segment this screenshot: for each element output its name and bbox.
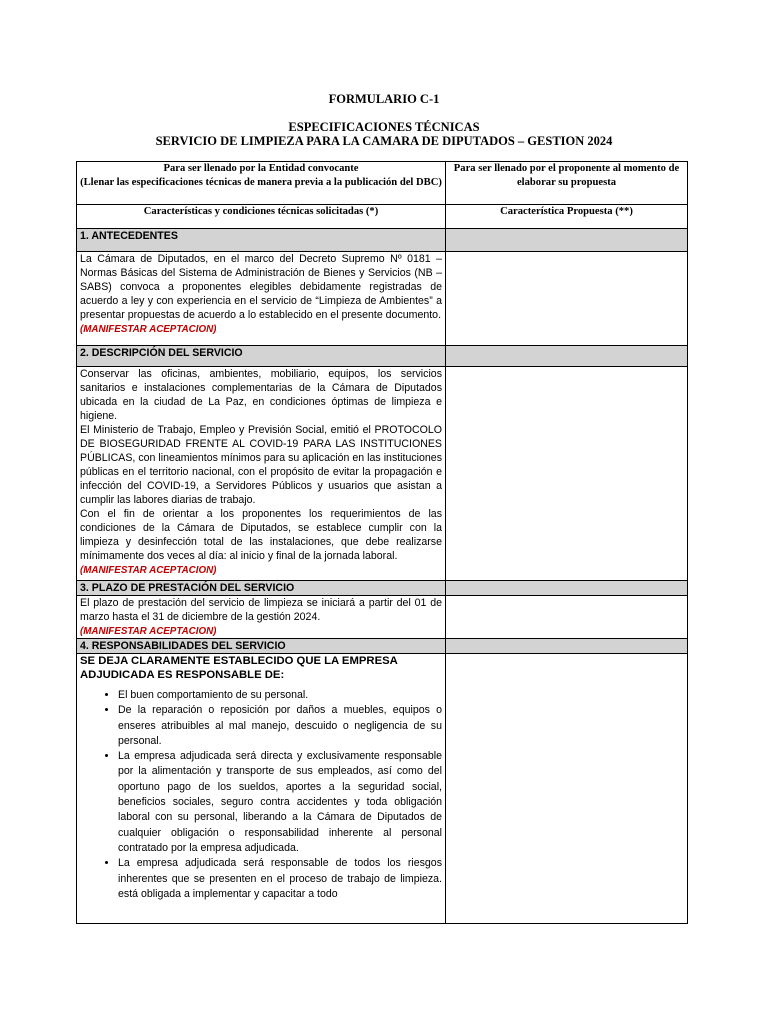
manifest-acceptance-note: (MANIFESTAR ACEPTACION) (80, 565, 217, 576)
responsibilities-intro: SE DEJA CLARAMENTE ESTABLECIDO QUE LA EMPRESA ADJUDICADA ES RESPONSABLE DE: (80, 655, 398, 681)
manifest-acceptance-note: (MANIFESTAR ACEPTACION) (80, 626, 217, 637)
list-item: • De la reparación o reposición por daños a muebles, equipos o enseres atribuibles al mal manejo, descuido o negligencia de su personal. (118, 703, 442, 749)
section-proposal-cell (446, 229, 688, 252)
section-paragraph: Con el fin de orientar a los proponentes los requerimientos de las condiciones de la Cámara de Diputados, se establece cumplir con la limpieza y desinfección total de las instalaciones, que debe realizarse mínimamente dos veces al día: al inicio y final de la jornada laboral. (80, 508, 442, 562)
proposal-cell-antecedentes (446, 252, 688, 346)
right-column-subheader: Característica Propuesta (**) (446, 205, 688, 229)
right-column-header (446, 162, 688, 205)
section-title-descripcion: 2. DESCRIPCIÓN DEL SERVICIO (77, 346, 446, 367)
left-column-header (77, 162, 446, 205)
specifications-table (76, 161, 688, 924)
list-item: • La empresa adjudicada será responsable de todos los riesgos inherentes que se presenten en el proceso de trabajo de limpieza. está obligada a implementar y capacitar a todo (118, 856, 442, 902)
list-item: • El buen comportamiento de su personal. (118, 688, 442, 703)
section-proposal-cell (446, 581, 688, 596)
section-body-responsabilidades (77, 654, 446, 924)
right-column-header-text: Para ser llenado por el proponente al momento de elaborar su propuesta (453, 163, 680, 188)
proposal-cell-responsabilidades (446, 654, 688, 924)
subtitle: ESPECIFICACIONES TÉCNICAS (288, 120, 480, 134)
section-proposal-cell (446, 346, 688, 367)
section-title-plazo: 3. PLAZO DE PRESTACIÓN DEL SERVICIO (77, 581, 446, 596)
section-paragraph: Conservar las oficinas, ambientes, mobiliario, equipos, los servicios sanitarios e instalaciones complementarias de la Cámara de Diputados ubicada en la ciudad de La Paz, en condiciones óptimas de limpieza e higiene. (80, 368, 442, 422)
manifest-acceptance-note: (MANIFESTAR ACEPTACION) (80, 324, 217, 335)
list-item: • La empresa adjudicada será directa y exclusivamente responsable por la alimentación y transporte de sus empleados, así como del oportuno pago de los sueldos, aportes a la seguridad social, beneficios sociales, seguro contra accidentes y toda obligación laboral con su personal, liberando a la Cámara de Diputados de cualquier obligación o responsabilidad inherente al personal contratado por la empresa adjudicada. (118, 749, 442, 856)
section-title-antecedentes: 1. ANTECEDENTES (77, 229, 446, 252)
proposal-cell-plazo (446, 596, 688, 639)
section-proposal-cell (446, 639, 688, 654)
section-body-plazo (77, 596, 446, 639)
section-body-descripcion (77, 367, 446, 581)
left-column-subheader: Características y condiciones técnicas solicitadas (*) (77, 205, 446, 229)
section-text: La Cámara de Diputados, en el marco del Decreto Supremo Nº 0181 – Normas Básicas del Sistema de Administración de Bienes y Servicios (NB – SABS) convoca a proponentes elegibles debidamente registradas de acuerdo a ley y con experiencia en el servicio de “Limpieza de Ambientes” a presentar propuestas de acuerdo a lo establecido en el presente documento. (80, 253, 442, 321)
form-title: FORMULARIO C-1 (328, 92, 440, 106)
section-title-responsabilidades: 4. RESPONSABILIDADES DEL SERVICIO (77, 639, 446, 654)
proposal-cell-descripcion (446, 367, 688, 581)
section-paragraph: El Ministerio de Trabajo, Empleo y Previsión Social, emitió el PROTOCOLO DE BIOSEGURIDAD FRENTE AL COVID-19 PARA LAS INSTITUCIONES PÚBLICAS, con lineamientos mínimos para su aplicación en las instituciones públicas en el territorio nacional, con el propósito de evitar la propagación e infección del COVID-19, a Servidores Públicos y usuarios que asistan a cumplir las labores diarias de trabajo. (80, 424, 442, 506)
section-body-antecedentes (77, 252, 446, 346)
left-column-header-text: Para ser llenado por la Entidad convocante (Llenar las especificaciones técnicas de manera previa a la publicación del DBC) (80, 163, 442, 188)
section-text: El plazo de prestación del servicio de limpieza se iniciará a partir del 01 de marzo hasta el 31 de diciembre de la gestión 2024. (80, 597, 442, 623)
responsibilities-list (80, 688, 442, 902)
service-title: SERVICIO DE LIMPIEZA PARA LA CAMARA DE DIPUTADOS – GESTION 2024 (155, 134, 613, 148)
